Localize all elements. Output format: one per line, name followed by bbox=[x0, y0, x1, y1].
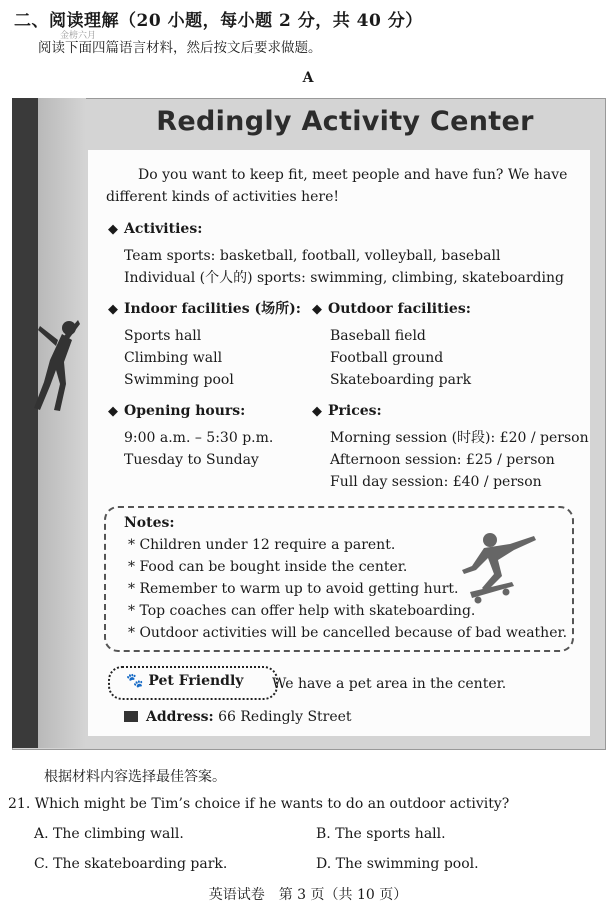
price-item: Afternoon session: £25 / person bbox=[330, 452, 555, 468]
question-stem: 21. Which might be Tim’s choice if he wants to do an outdoor activity? bbox=[8, 796, 510, 812]
outdoor-item: Skateboarding park bbox=[330, 372, 472, 388]
indoor-item: Climbing wall bbox=[124, 350, 223, 366]
note-item: * Children under 12 require a parent. bbox=[128, 537, 396, 553]
poster-title: Redingly Activity Center bbox=[156, 106, 534, 137]
option-b[interactable]: B. The sports hall. bbox=[316, 826, 446, 842]
building-icon bbox=[124, 711, 138, 722]
hours-heading: ◆ Opening hours: bbox=[108, 403, 246, 419]
skateboarder-icon bbox=[452, 526, 544, 610]
pet-text: We have a pet area in the center. bbox=[272, 676, 507, 692]
diamond-bullet-icon: ◆ bbox=[108, 404, 118, 419]
asterisk-bullet-icon: * bbox=[128, 537, 140, 553]
paw-icon: 🐾 bbox=[126, 673, 149, 689]
asterisk-bullet-icon: * bbox=[128, 559, 140, 575]
option-a[interactable]: A. The climbing wall. bbox=[34, 826, 184, 842]
outdoor-item: Football ground bbox=[330, 350, 444, 366]
pet-friendly-label: 🐾 Pet Friendly bbox=[126, 673, 244, 689]
poster-side-strip bbox=[12, 98, 38, 748]
prices-heading: ◆ Prices: bbox=[312, 403, 382, 419]
asterisk-bullet-icon: * bbox=[128, 625, 140, 641]
hours-item: Tuesday to Sunday bbox=[124, 452, 259, 468]
asterisk-bullet-icon: * bbox=[128, 581, 140, 597]
indoor-heading: ◆ Indoor facilities (场所): bbox=[108, 301, 301, 317]
option-d[interactable]: D. The swimming pool. bbox=[316, 856, 479, 872]
diamond-bullet-icon: ◆ bbox=[312, 404, 322, 419]
diamond-bullet-icon: ◆ bbox=[108, 302, 118, 317]
individual-sports: Individual (个人的) sports: swimming, climbing, skateboarding bbox=[124, 270, 564, 286]
watermark: 金榜六月 bbox=[60, 31, 97, 41]
instruction: 阅读下面四篇语言材料，然后按文后要求做题。 bbox=[38, 40, 322, 56]
passage-letter: A bbox=[302, 70, 314, 86]
indoor-item: Swimming pool bbox=[124, 372, 234, 388]
section-heading: 二、阅读理解（20 小题，每小题 2 分，共 40 分） bbox=[14, 11, 423, 31]
indoor-item: Sports hall bbox=[124, 328, 202, 344]
note-item: * Outdoor activities will be cancelled because of bad weather. bbox=[128, 625, 568, 641]
diamond-bullet-icon: ◆ bbox=[108, 222, 118, 237]
outdoor-item: Baseball field bbox=[330, 328, 426, 344]
price-item: Morning session (时段): £20 / person bbox=[330, 430, 589, 446]
outdoor-heading: ◆ Outdoor facilities: bbox=[312, 301, 471, 317]
hours-item: 9:00 a.m. – 5:30 p.m. bbox=[124, 430, 274, 446]
note-item: * Food can be bought inside the center. bbox=[128, 559, 408, 575]
climbing-wall-graphic bbox=[38, 98, 86, 748]
diamond-bullet-icon: ◆ bbox=[312, 302, 322, 317]
price-item: Full day session: £40 / person bbox=[330, 474, 542, 490]
intro-line-2: different kinds of activities here! bbox=[106, 189, 339, 205]
address-line: Address: 66 Redingly Street bbox=[124, 706, 352, 728]
notes-heading: Notes: bbox=[124, 515, 175, 531]
intro-line-1: Do you want to keep fit, meet people and have fun? We have bbox=[138, 167, 568, 183]
team-sports: Team sports: basketball, football, volleyball, baseball bbox=[124, 248, 501, 264]
option-c[interactable]: C. The skateboarding park. bbox=[34, 856, 228, 872]
activities-heading: ◆ Activities: bbox=[108, 221, 203, 237]
question-instruction: 根据材料内容选择最佳答案。 bbox=[44, 769, 226, 785]
climber-icon bbox=[14, 300, 84, 420]
page-footer: 英语试卷 第 3 页（共 10 页） bbox=[208, 887, 408, 903]
note-item: * Top coaches can offer help with skateboarding. bbox=[128, 603, 476, 619]
asterisk-bullet-icon: * bbox=[128, 603, 140, 619]
note-item: * Remember to warm up to avoid getting hurt. bbox=[128, 581, 459, 597]
